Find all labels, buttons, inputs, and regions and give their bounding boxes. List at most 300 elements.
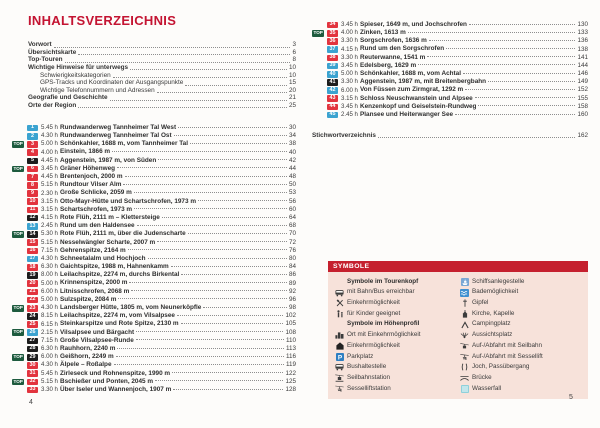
index-label: Stichwortverzeichnis (312, 131, 376, 139)
dot-leader (117, 348, 284, 349)
symbol-legend-row (459, 351, 584, 362)
symbol-label: Brücke (472, 373, 492, 381)
tour-title: Große Schlicke, 2059 m (60, 189, 132, 197)
tour-row (12, 140, 296, 148)
tour-number-badge: 19 (27, 272, 38, 279)
tour-page-number: 84 (288, 263, 296, 271)
symbol-legend-row (459, 277, 584, 288)
village-icon (334, 331, 345, 339)
swimming-icon (459, 289, 470, 297)
tour-duration: 4.45 h (41, 173, 58, 181)
tour-duration: 5.45 h (41, 369, 58, 377)
tour-title: Sorgschrofen, 1636 m (360, 37, 427, 45)
toc-intro-row (28, 49, 296, 57)
dot-leader (446, 48, 575, 49)
tour-page-number: 130 (577, 20, 588, 28)
tour-page-number: 86 (288, 271, 296, 279)
tour-row (12, 329, 296, 337)
tour-row (12, 288, 296, 296)
dot-leader (418, 64, 575, 65)
symbol-legend-row (459, 341, 584, 352)
symbol-group-label: Symbole im Tourenkopf (347, 277, 419, 285)
tour-title: Otto-Mayr-Hütte und Schartschrofen, 1973 m (60, 197, 197, 205)
dot-leader (429, 40, 576, 41)
dot-leader (173, 389, 283, 390)
tour-duration: 3.45 h (341, 102, 358, 110)
index-page-number: 162 (577, 131, 588, 139)
tour-number-badge: 24 (27, 313, 38, 320)
symbol-label: Joch, Passübergang (472, 363, 530, 371)
dot-leader (117, 167, 287, 168)
symbol-legend-row (459, 383, 584, 394)
tour-duration: 4.00 h (341, 29, 358, 37)
tour-duration: 5.00 h (41, 140, 58, 148)
tour-page-number: 48 (288, 173, 296, 181)
tour-duration: 3.30 h (341, 78, 358, 86)
top-badge-slot (12, 166, 27, 173)
tour-duration: 3.30 h (41, 386, 58, 394)
tour-page-number: 38 (288, 140, 296, 148)
tour-row (12, 337, 296, 345)
symbol-label: mit Bahn/Bus erreichbar (347, 288, 415, 296)
dot-leader (131, 290, 287, 291)
tour-number-badge: 3 (27, 141, 38, 148)
tour-number-badge: 32 (27, 379, 38, 386)
dot-leader (408, 32, 576, 33)
top-badge-slot (12, 141, 27, 148)
tour-title: Plansee und Heiterwanger See (360, 110, 454, 118)
tour-duration: 4.30 h (41, 132, 58, 140)
tour-title: Schönkahler, 1688 m, vom Tannheimer Tal (60, 140, 188, 148)
tour-row (312, 78, 588, 86)
tour-title: Älpele – Roßalpe (60, 361, 112, 369)
toc-page-number: 3 (292, 41, 296, 49)
page-title: INHALTSVERZEICHNIS (28, 13, 177, 28)
tour-duration: 5.15 h (41, 377, 58, 385)
toc-intro-row (28, 56, 296, 64)
tour-number-badge: 8 (27, 182, 38, 189)
tour-title: Gaichtspitze, 1988 m, Hahnenkamm (60, 263, 169, 271)
toc-intro-row (28, 41, 296, 49)
top-badge-slot (12, 354, 27, 361)
symbol-legend-row (334, 351, 459, 362)
top-tour-badge: TOP (13, 231, 23, 237)
toc-intro-label: Schwierigkeitskategorien (40, 71, 111, 79)
symbol-label: Ort mit Einkehrmöglichkeit (347, 331, 421, 339)
tour-duration: 3.30 h (341, 37, 358, 45)
tour-title: Schloss Neuschwanstein und Alpsee (360, 94, 473, 102)
symbol-label: Einkehrmöglichkeit (347, 299, 400, 307)
tour-page-number: 122 (285, 369, 296, 377)
tour-page-number: 89 (288, 279, 296, 287)
tour-title: Rundtour Vilser Alm (60, 181, 122, 189)
tour-number-badge: 2 (27, 133, 38, 140)
tour-number-badge: 26 (27, 329, 38, 336)
symbol-legend-row (334, 341, 459, 352)
dot-leader (134, 208, 287, 209)
toc-intro-label: Geografie und Geschichte (28, 94, 108, 102)
tour-title: Edelsberg, 1629 m (360, 61, 417, 69)
dot-leader (488, 81, 575, 82)
tour-number-badge: 14 (27, 231, 38, 238)
tour-row (12, 353, 296, 361)
dot-leader (78, 107, 287, 108)
tour-duration: 7.15 h (41, 246, 58, 254)
tour-page-number: 42 (288, 156, 296, 164)
dot-leader (455, 114, 575, 115)
tour-duration: 5.00 h (41, 279, 58, 287)
tour-page-number: 125 (285, 377, 296, 385)
tour-duration: 2.30 h (41, 189, 58, 197)
symbol-label: Schiffsanlegestelle (472, 277, 525, 285)
tour-number-badge: 6 (27, 166, 38, 173)
tour-title: Einstein, 1866 m (60, 148, 111, 156)
tour-title: Litnisschrofen, 2068 m (60, 287, 130, 295)
tour-title: Aggenstein, 1987 m, mit Breitenbergbahn (360, 78, 487, 86)
symbol-label: Campingplatz (472, 320, 511, 328)
tour-duration: 5.00 h (41, 295, 58, 303)
symbol-label: Gipfel (472, 299, 489, 307)
symbol-legend-row (459, 287, 584, 298)
tour-row (312, 37, 588, 45)
toc-page-number: 6 (292, 48, 296, 56)
tour-number-badge: 21 (27, 289, 38, 296)
tour-page-number: 144 (577, 61, 588, 69)
symbol-legend-row (459, 319, 584, 330)
dot-leader (78, 54, 290, 55)
tour-number-badge: 20 (27, 280, 38, 287)
tour-row (12, 190, 296, 198)
tour-number-badge: 29 (27, 354, 38, 361)
dot-leader (171, 266, 287, 267)
house-icon (334, 342, 345, 350)
children-icon (334, 310, 345, 318)
tour-title: Sulzspitze, 2084 m (60, 295, 117, 303)
tour-page-number: 50 (288, 181, 296, 189)
dot-leader (178, 127, 287, 128)
tour-page-number: 158 (577, 102, 588, 110)
toc-intro-row (28, 64, 296, 72)
symbol-label: Einkehrmöglichkeit (347, 341, 400, 349)
pass-icon (459, 363, 470, 371)
toc-intro-label: Top-Touren (28, 56, 63, 64)
symbol-label: Aussichtsplatz (472, 331, 513, 339)
intro-toc-list (28, 41, 296, 109)
dot-leader (427, 56, 575, 57)
tour-number-badge: 45 (327, 112, 338, 119)
dot-leader (130, 69, 287, 70)
cablecar-icon (334, 374, 345, 382)
tour-number-badge: 9 (27, 190, 38, 197)
tour-page-number: 113 (285, 345, 296, 352)
dot-leader (478, 105, 575, 106)
dot-leader (190, 143, 287, 144)
tour-number-badge: 12 (27, 215, 38, 222)
symbols-left-column (334, 277, 459, 395)
tour-page-number: 149 (577, 78, 588, 86)
dot-leader (155, 380, 283, 381)
tour-duration: 7.15 h (41, 336, 58, 344)
tour-number-badge: 43 (327, 95, 338, 102)
toc-intro-row (28, 102, 296, 110)
cablecar-descent-icon (459, 342, 470, 350)
tour-row (12, 222, 296, 230)
tour-row (312, 62, 588, 70)
symbol-group-header (334, 277, 459, 288)
chairlift-descent-icon (459, 353, 470, 361)
tour-row (12, 239, 296, 247)
tour-row (312, 103, 588, 111)
symbol-label: Bushaltestelle (347, 363, 387, 371)
tour-row (12, 345, 296, 353)
bus-stop-icon (334, 363, 345, 371)
tour-row (12, 157, 296, 165)
tour-page-number: 155 (577, 94, 588, 102)
camping-icon (459, 321, 470, 329)
tour-number-badge: 36 (327, 38, 338, 45)
dot-leader (65, 62, 291, 63)
tour-title: Spieser, 1649 m, und Jochschrofen (360, 20, 467, 28)
dot-leader (136, 339, 284, 340)
tour-row (12, 165, 296, 173)
tour-duration: 6.00 h (41, 287, 58, 295)
tour-title: Steinkarspitze und Rote Spitze, 2130 m (60, 320, 179, 328)
tour-number-badge: 37 (327, 46, 338, 53)
tour-title: Krinnenspitze, 2000 m (60, 279, 128, 287)
top-tour-badge: TOP (13, 141, 23, 147)
toc-intro-row (28, 94, 296, 102)
tour-number-badge: 35 (327, 30, 338, 37)
symbol-label: Parkplatz (347, 352, 374, 360)
tour-duration: 4.00 h (41, 148, 58, 156)
toc-row (312, 131, 588, 139)
tour-row (12, 198, 296, 206)
symbol-legend-row (334, 298, 459, 309)
tour-number-badge: 5 (27, 158, 38, 165)
tour-page-number: 30 (288, 123, 296, 131)
top-badge-slot (12, 231, 27, 238)
tour-title: Rund um den Sorgschrofen (360, 45, 445, 53)
tour-title: Landsberger Hütte, 1805 m, vom Neunerköpfle (60, 304, 202, 312)
tour-row (12, 181, 296, 189)
toc-intro-row (28, 87, 296, 95)
tour-duration: 4.30 h (41, 255, 58, 263)
tour-page-number: 44 (288, 164, 296, 172)
tour-duration: 3.30 h (341, 53, 358, 61)
tour-duration: 5.45 h (41, 124, 58, 132)
tour-title: Kenzenkopf und Geiselstein-Rundweg (360, 102, 477, 110)
symbols-panel-header (328, 261, 588, 272)
dot-leader (148, 258, 287, 259)
symbol-legend-row (459, 330, 584, 341)
svg-text:P: P (337, 353, 342, 361)
symbol-legend-row (334, 362, 459, 373)
tour-title: Vilsalpsee und Bärgacht (60, 328, 135, 336)
tour-page-number: 98 (288, 304, 296, 312)
dot-leader (116, 356, 284, 357)
toc-intro-label: Übersichtskarte (28, 48, 77, 56)
dot-leader (134, 192, 287, 193)
dot-leader (112, 151, 287, 152)
dot-leader (129, 282, 287, 283)
tour-page-number: 116 (285, 353, 296, 361)
dot-leader (463, 73, 575, 74)
tour-page-number: 96 (288, 295, 296, 303)
dot-leader (475, 97, 576, 98)
tour-title: Zinken, 1613 m (360, 29, 406, 37)
tour-page-number: 76 (288, 246, 296, 254)
tour-number-badge: 34 (327, 22, 338, 29)
dot-leader (157, 92, 287, 93)
tour-number-badge: 33 (27, 387, 38, 394)
symbol-legend-row (459, 309, 584, 320)
tour-row (12, 312, 296, 320)
tour-duration: 8.00 h (41, 271, 58, 279)
tour-title: Gehrenspitze, 2164 m (60, 246, 126, 254)
tour-title: Reuterwanne, 1541 m (360, 53, 426, 61)
dot-leader (185, 85, 287, 86)
dot-leader (54, 47, 291, 48)
tour-row (312, 46, 588, 54)
tour-title: Brentenjoch, 2000 m (60, 173, 123, 181)
tour-row (312, 70, 588, 78)
dot-leader (469, 24, 576, 25)
symbols-columns (328, 272, 588, 395)
symbol-label: Sesselliftstation (347, 384, 391, 392)
tour-duration: 3.15 h (341, 94, 358, 102)
tour-row (12, 124, 296, 132)
toc-page-number: 25 (288, 102, 296, 110)
symbols-panel-title: SYMBOLE (333, 262, 370, 270)
tour-page-number: 68 (288, 222, 296, 230)
tour-number-badge: 42 (327, 87, 338, 94)
top-tour-badge: TOP (313, 29, 323, 35)
tour-title: Von Füssen zum Zirmgrat, 1292 m (360, 86, 464, 94)
cutlery-icon (334, 299, 345, 307)
tour-number-badge: 10 (27, 198, 38, 205)
toc-page-number: 21 (288, 94, 296, 102)
bridge-icon (459, 374, 470, 382)
tour-duration: 2.15 h (41, 328, 58, 336)
symbol-group-header (334, 319, 459, 330)
toc-intro-row (28, 79, 296, 87)
tour-duration: 4.15 h (41, 214, 58, 222)
tour-page-number: 152 (577, 86, 588, 94)
top-tour-badge: TOP (13, 329, 23, 335)
dot-leader (125, 176, 287, 177)
toc-intro-label: Wichtige Telefonnummern und Adressen (40, 86, 155, 94)
symbol-label: Kirche, Kapelle (472, 309, 515, 317)
dot-leader (177, 315, 284, 316)
tour-page-number: 70 (288, 230, 296, 238)
tour-row (12, 255, 296, 263)
tour-title: Nesselwängler Scharte, 2007 m (60, 238, 156, 246)
tour-row (12, 361, 296, 369)
tour-row (312, 54, 588, 62)
tour-row (12, 206, 296, 214)
toc-page-number: 15 (288, 79, 296, 87)
dot-leader (172, 372, 283, 373)
symbols-legend-panel (328, 261, 588, 399)
tour-title: Schneetalalm und Hochjoch (60, 254, 146, 262)
symbol-label: Wasserfall (472, 384, 502, 392)
chairlift-icon (334, 385, 345, 393)
tour-duration: 3.45 h (341, 61, 358, 69)
tour-title: Schartschrofen, 1973 m (60, 205, 133, 213)
dot-leader (157, 241, 287, 242)
top-tour-badge: TOP (13, 354, 23, 360)
symbol-label: Auf-/Abfahrt mit Sessellift (472, 352, 543, 360)
tour-page-number: 138 (577, 45, 588, 53)
tour-title: Rundwanderweg Tannheimer Tal Ost (60, 132, 172, 140)
symbol-legend-row (334, 330, 459, 341)
tour-number-badge: 11 (27, 207, 38, 214)
symbol-legend-row (334, 309, 459, 320)
tour-number-badge: 22 (27, 297, 38, 304)
top-tour-badge: TOP (13, 304, 23, 310)
dot-leader (113, 77, 287, 78)
tour-duration: 5.30 h (41, 230, 58, 238)
symbol-legend-row (459, 362, 584, 373)
dot-leader (174, 135, 287, 136)
toc-intro-label: Vorwort (28, 41, 52, 49)
tour-page-number: 64 (288, 214, 296, 221)
symbol-legend-row (334, 383, 459, 394)
top-badge-slot (12, 305, 27, 312)
tour-duration: 2.45 h (341, 111, 358, 119)
dot-leader (378, 137, 576, 138)
left-page-number: 4 (29, 399, 33, 406)
symbol-label: Auf-/Abfahrt mit Seilbahn (472, 341, 543, 349)
symbol-legend-row (334, 373, 459, 384)
tour-page-number: 136 (577, 37, 588, 45)
symbols-right-column (459, 277, 584, 395)
toc-page-number: 10 (288, 71, 296, 79)
tour-duration: 4.30 h (41, 361, 58, 369)
tour-number-badge: 16 (27, 248, 38, 255)
tour-row (312, 95, 588, 103)
top-badge-slot (12, 329, 27, 336)
tour-title: Über Iseler und Wannenjoch, 1907 m (60, 385, 172, 393)
dot-leader (181, 274, 287, 275)
tour-title: Zirleseck und Rohnenspitze, 1990 m (60, 369, 171, 377)
tour-number-badge: 27 (27, 338, 38, 345)
tour-page-number: 110 (285, 336, 296, 344)
tour-title: Rote Flüh, 2111 m, über die Judenscharte (60, 230, 186, 238)
tour-duration: 4.15 h (341, 45, 358, 53)
dot-leader (465, 89, 575, 90)
parking-icon (334, 353, 345, 361)
tour-row (12, 214, 296, 222)
toc-page-number: 10 (288, 64, 296, 72)
tour-duration: 2.45 h (41, 222, 58, 230)
right-page-number: 5 (569, 394, 573, 401)
tour-number-badge: 7 (27, 174, 38, 181)
tour-row (12, 149, 296, 157)
tour-page-number: 160 (577, 111, 588, 118)
tour-duration: 5.15 h (41, 238, 58, 246)
tour-duration: 4.45 h (41, 156, 58, 164)
top-tour-badge: TOP (13, 378, 23, 384)
tour-title: Leilachspitze, 2274 m, vom Vilsalpsee (60, 312, 175, 320)
tour-title: Bschießer und Ponten, 2045 m (60, 377, 154, 385)
toc-page-number: 20 (288, 86, 296, 94)
tour-title: Geißhorn, 2249 m (60, 353, 114, 361)
tour-page-number: 72 (288, 238, 296, 246)
symbol-legend-row (334, 287, 459, 298)
tour-number-badge: 41 (327, 79, 338, 86)
dot-leader (158, 159, 287, 160)
